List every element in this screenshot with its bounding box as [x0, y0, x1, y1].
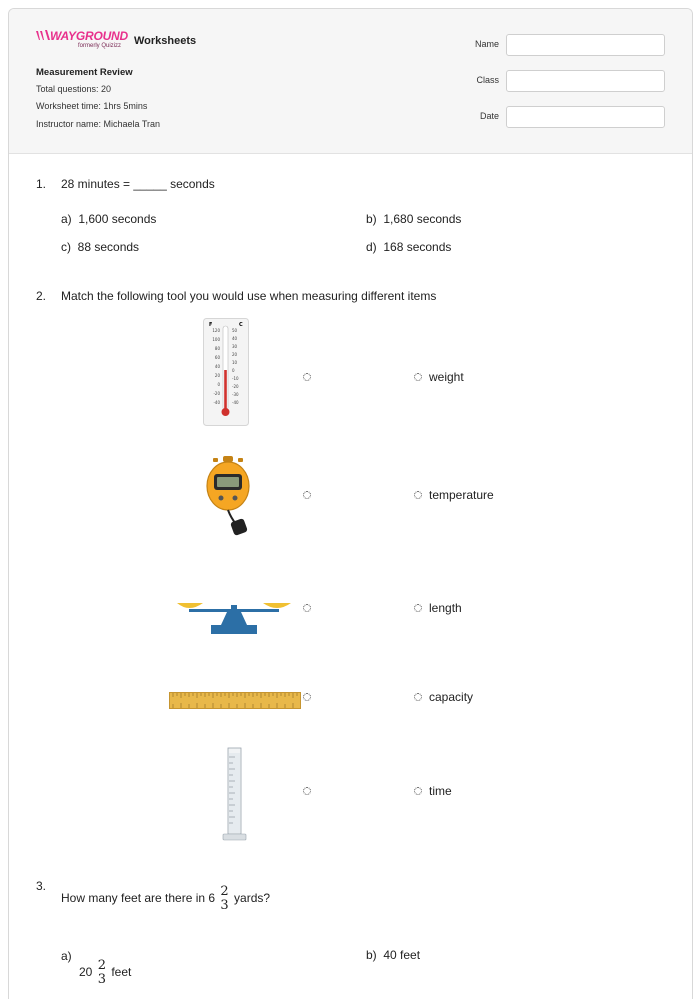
option-letter: c) [61, 240, 71, 254]
date-label: Date [479, 111, 499, 121]
c-tick: -30 [232, 392, 239, 397]
ruler-image [169, 692, 301, 710]
answer-time: time [429, 784, 452, 798]
date-field[interactable] [506, 106, 665, 128]
c-tick: -40 [232, 400, 239, 405]
option-b[interactable] [366, 948, 420, 962]
answer-capacity: capacity [429, 690, 474, 704]
f-tick: 20 [214, 373, 220, 378]
match-left-radio-5[interactable] [303, 787, 311, 795]
option-b[interactable] [366, 212, 461, 226]
c-label: C [239, 322, 243, 328]
question-number: 3. [36, 879, 47, 893]
f-tick: 40 [214, 364, 220, 369]
class-field[interactable] [506, 70, 665, 92]
option-unit: feet [111, 965, 132, 980]
f-tick: -20 [213, 391, 220, 396]
brand-name: WAYGROUND [50, 29, 128, 43]
worksheet [8, 8, 693, 999]
worksheet-time: Worksheet time: 1hrs 5mins [36, 101, 148, 111]
fraction-denominator: 3 [97, 972, 106, 987]
match-right-radio-4[interactable] [414, 693, 422, 701]
stopwatch-image [203, 454, 253, 542]
fraction [220, 885, 228, 913]
c-tick: 50 [232, 328, 238, 333]
question-text: Match the following tool you would use when measuring different items [61, 289, 437, 303]
match-right-radio-5[interactable] [414, 787, 422, 795]
fraction-denominator: 3 [220, 898, 229, 913]
f-tick: 60 [214, 355, 220, 360]
f-tick: 80 [214, 346, 220, 351]
match-right-radio-2[interactable] [414, 491, 422, 499]
match-right-radio-3[interactable] [414, 604, 422, 612]
brand-sub: formerly Quizizz [78, 43, 122, 49]
fraction-numerator: 2 [220, 884, 229, 899]
c-tick: -20 [232, 384, 239, 389]
total-questions: Total questions: 20 [36, 84, 112, 94]
question-text-after: yards? [234, 891, 271, 906]
option-whole: 20 [79, 965, 93, 980]
worksheet-title: Measurement Review [36, 67, 133, 78]
option-text: 88 seconds [77, 240, 140, 254]
option-c[interactable] [61, 240, 139, 254]
name-field[interactable] [506, 34, 665, 56]
answer-temperature: temperature [429, 488, 494, 502]
option-letter: b) [366, 212, 377, 226]
option-a[interactable] [79, 959, 131, 987]
fraction-numerator: 2 [97, 958, 106, 973]
f-tick: 0 [217, 382, 220, 387]
brand-mark-icon [36, 30, 50, 41]
thermometer-image [203, 318, 249, 426]
option-d[interactable] [366, 240, 451, 254]
option-text: 40 feet [383, 948, 421, 962]
option-a-letter: a) [61, 949, 72, 963]
c-tick: -10 [232, 376, 239, 381]
question-text [61, 885, 270, 913]
c-tick: 0 [232, 368, 235, 373]
match-left-radio-2[interactable] [303, 491, 311, 499]
question-text-before: How many feet are there in 6 [61, 891, 216, 906]
f-label: F [209, 322, 213, 328]
option-letter: b) [366, 948, 377, 962]
answer-weight: weight [429, 370, 464, 384]
f-tick: -40 [213, 400, 220, 405]
option-text: 1,680 seconds [383, 212, 462, 226]
graduated-cylinder-image [219, 747, 249, 845]
c-tick: 40 [232, 336, 238, 341]
match-left-radio-1[interactable] [303, 373, 311, 381]
worksheet-header [9, 9, 692, 154]
c-tick: 20 [232, 352, 238, 357]
match-left-radio-4[interactable] [303, 693, 311, 701]
option-text: 168 seconds [383, 240, 452, 254]
answer-length: length [429, 601, 462, 615]
brand-suffix: Worksheets [134, 35, 197, 47]
option-text: 1,600 seconds [78, 212, 157, 226]
option-a[interactable] [61, 212, 156, 226]
brand-logo [36, 29, 131, 55]
option-letter: a) [61, 212, 72, 226]
option-letter: d) [366, 240, 377, 254]
option-fraction [98, 959, 106, 987]
f-tick: 100 [212, 337, 220, 342]
balance-scale-image [175, 599, 293, 637]
instructor-name: Instructor name: Michaela Tran [36, 119, 161, 129]
c-tick: 30 [232, 344, 238, 349]
f-tick: 120 [212, 328, 220, 333]
question-number: 2. [36, 289, 47, 303]
question-number: 1. [36, 177, 47, 191]
match-left-radio-3[interactable] [303, 604, 311, 612]
match-right-radio-1[interactable] [414, 373, 422, 381]
name-label: Name [474, 39, 499, 49]
question-text: 28 minutes = _____ seconds [61, 177, 215, 191]
class-label: Class [476, 75, 499, 85]
c-tick: 10 [232, 360, 238, 365]
